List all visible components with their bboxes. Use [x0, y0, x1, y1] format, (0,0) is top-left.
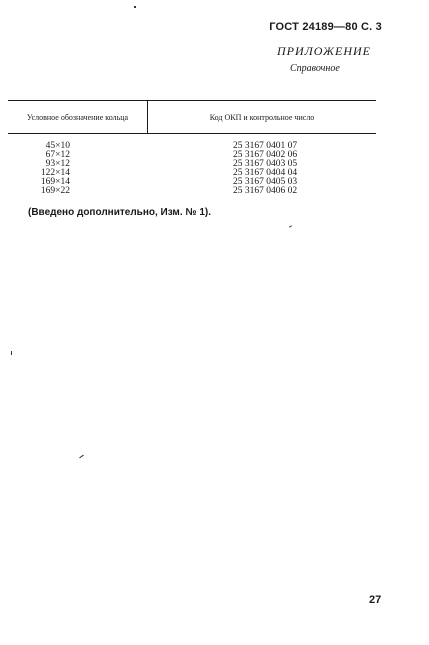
okp-code: 25 3167 0402 06 — [233, 150, 298, 160]
ring-designation: 67×12 — [45, 150, 70, 160]
appendix-title: ПРИЛОЖЕНИЕ — [277, 44, 371, 58]
ring-designation: 169×22 — [40, 186, 70, 196]
amendment-note: (Введено дополнительно, Изм. № 1). — [28, 207, 211, 218]
okp-code: 25 3167 0403 05 — [233, 159, 298, 169]
table-row — [8, 187, 376, 196]
scan-speck — [11, 351, 12, 355]
ring-designation: 93×12 — [45, 159, 70, 169]
okp-code: 25 3167 0406 02 — [233, 186, 298, 196]
column-header-designation: Условное обозначение кольца — [8, 101, 148, 133]
column-header-code: Код ОКП и контрольное число — [209, 112, 315, 122]
scan-speck — [134, 6, 136, 8]
ring-designation: 122×14 — [40, 168, 70, 178]
okp-code: 25 3167 0405 03 — [233, 177, 298, 187]
appendix-subtitle: Справочное — [290, 63, 340, 74]
okp-code: 25 3167 0404 04 — [233, 168, 298, 178]
ring-designation: 45×10 — [45, 141, 70, 151]
okp-code: 25 3167 0401 07 — [233, 141, 298, 151]
document-header: ГОСТ 24189—80 С. 3 — [269, 21, 382, 33]
table-body — [8, 134, 376, 196]
page-number: 27 — [369, 594, 382, 606]
ring-designation: 169×14 — [40, 177, 70, 187]
scan-speck — [289, 225, 292, 227]
okp-code-table — [8, 100, 376, 196]
table-header — [8, 101, 376, 133]
scan-speck — [79, 455, 84, 459]
